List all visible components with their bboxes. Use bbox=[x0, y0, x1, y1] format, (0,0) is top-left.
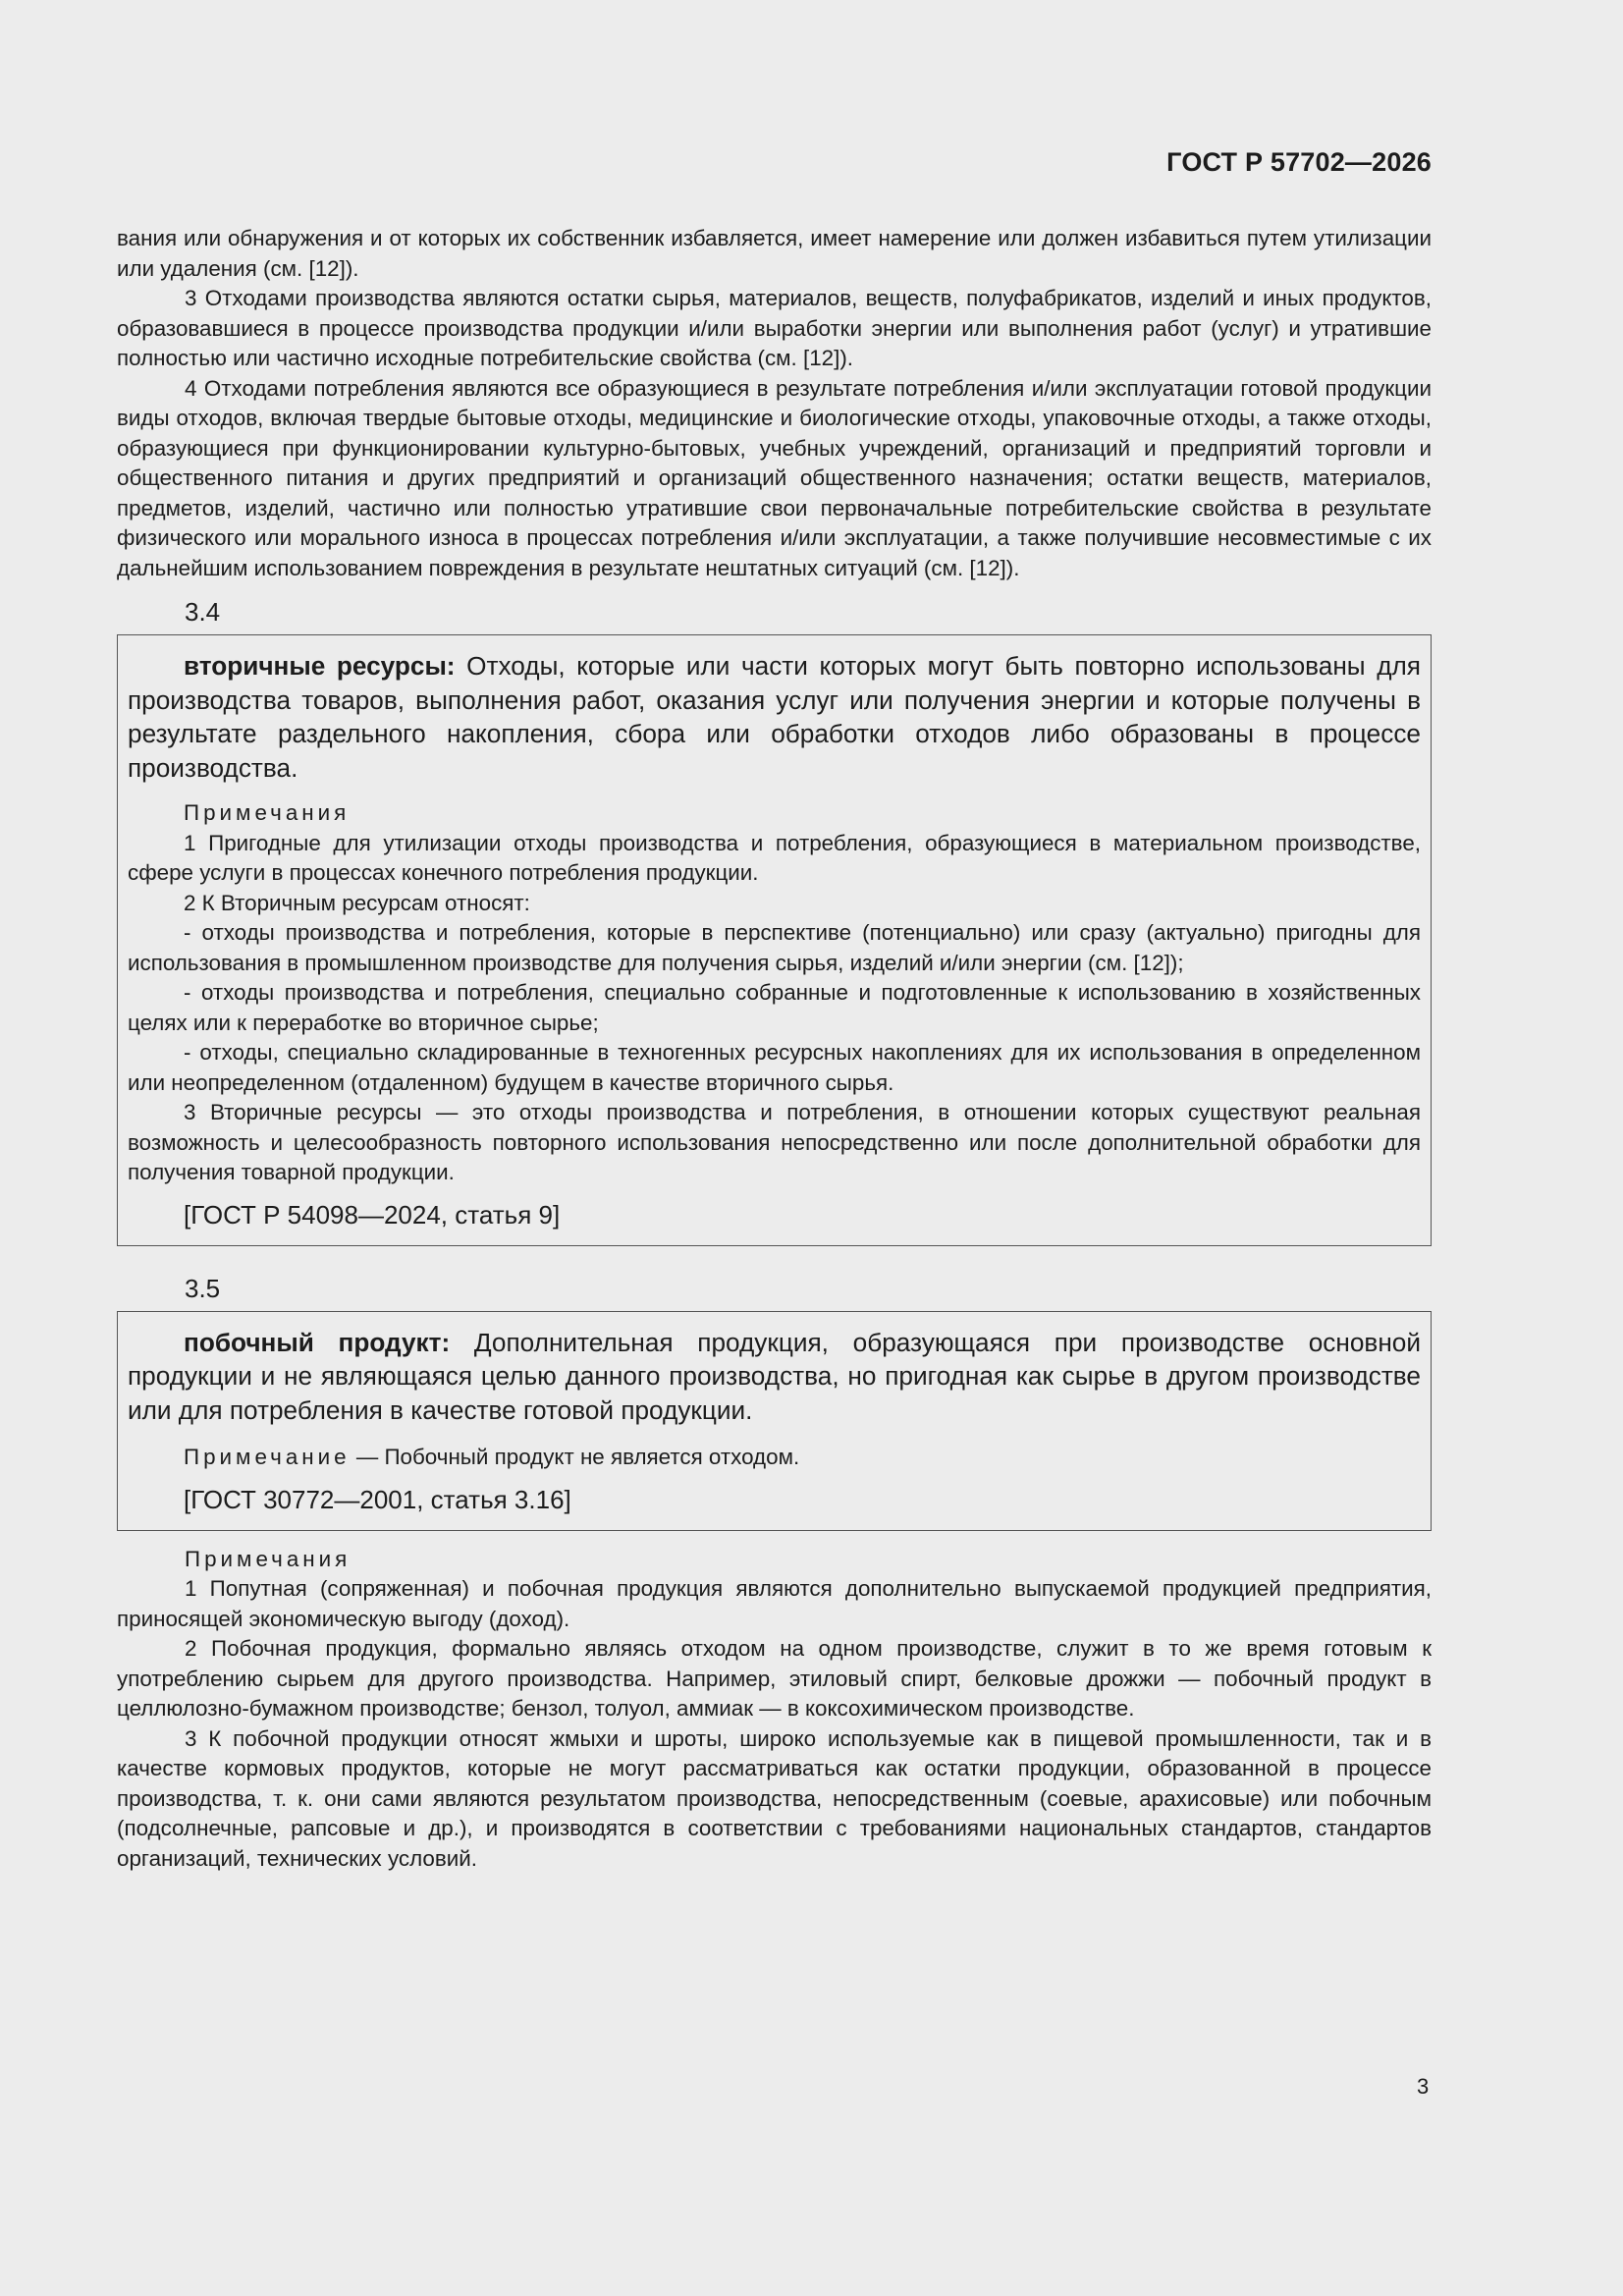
paragraph-continuation: вания или обнаружения и от которых их собственник избавляется, имеет намерение или должен избавиться путем утилизации или удаления (см. [12]). bbox=[117, 226, 1432, 281]
page-content bbox=[117, 224, 1432, 1874]
note-label: Примечание bbox=[184, 1445, 351, 1469]
inline-note bbox=[184, 1443, 1421, 1473]
note-item: 2 Побочная продукция, формально являясь отходом на одном производстве, служит в то же время готовым к употреблению сырьем для другого производства. Например, этиловый спирт, белковые дрожжи — побочный продукт в целлюлозно-бумажном производстве; бензол, толуол, аммиак — в коксохимическом производстве. bbox=[117, 1636, 1432, 1721]
page-number: 3 bbox=[1417, 2074, 1430, 2099]
term-name: вторичные ресурсы: bbox=[184, 651, 456, 681]
dash-list-item: - отходы, специально складированные в техногенных ресурсных накоплениях для их использования в определенном или неопределенном (отдаленном) будущем в качестве вторичного сырья. bbox=[128, 1040, 1421, 1095]
term-definition-3-4 bbox=[128, 649, 1421, 785]
note-item: 1 Пригодные для утилизации отходы производства и потребления, образующиеся в материальном производстве, сфере услуги в процессах конечного потребления продукции. bbox=[128, 830, 1421, 885]
paragraph-note-3: 3 Отходами производства являются остатки сырья, материалов, веществ, полуфабрикатов, изделий и иных продуктов, образовавшиеся в процессе производства продукции и/или выработки энергии или выполнения работ (услуг) и утратившие полностью или частично исходные потребительские свойства (см. [12]). bbox=[117, 286, 1432, 370]
term-number-3-4: 3.4 bbox=[185, 597, 221, 627]
term-name: побочный продукт: bbox=[184, 1327, 451, 1357]
term-definition-3-5 bbox=[128, 1326, 1421, 1428]
note-text: — Побочный продукт не является отходом. bbox=[350, 1445, 800, 1469]
paragraph-note-4: 4 Отходами потребления являются все образующиеся в результате потребления и/или эксплуатации готовой продукции виды отходов, включая твердые бытовые отходы, медицинские и биологические отходы, упаковочные отходы, а также отходы, образующиеся при функционировании культурно-бытовых, учебных учреждений, организаций и предприятий торговли и общественного питания и других предприятий и организаций общественного назначения; остатки веществ, материалов, предметов, изделий, частично или полностью утратившие свои первоначальные потребительские свойства в результате физического или морального износа в процессах потребления и/или эксплуатации, а также получившие несовместимые с их дальнейшим использованием повреждения в результате нештатных ситуаций (см. [12]). bbox=[117, 375, 1432, 580]
term-number-3-5: 3.5 bbox=[185, 1273, 221, 1303]
notes-heading: Примечания bbox=[185, 1546, 352, 1571]
source-reference: [ГОСТ 30772—2001, статья 3.16] bbox=[184, 1484, 571, 1514]
document-number-header: ГОСТ Р 57702—2026 bbox=[1166, 147, 1432, 177]
source-reference: [ГОСТ Р 54098—2024, статья 9] bbox=[184, 1199, 561, 1230]
term-box-3-5 bbox=[117, 1311, 1432, 1531]
notes-heading: Примечания bbox=[184, 800, 351, 825]
note-item: 3 К побочной продукции относят жмыхи и шроты, широко используемые как в пищевой промышленности, так и в качестве кормовых продуктов, которые не могут рассматриваться как остатки продукции, образованной в процессе производства, т. к. они сами являются результатом производства, непосредственным (соевые, арахисовые) или побочным (подсолнечные, рапсовые и др.), и производятся в соответствии с требованиями национальных стандартов, стандартов организаций, технических условий. bbox=[117, 1725, 1432, 1871]
dash-list-item: - отходы производства и потребления, которые в перспективе (потенциально) или сразу (актуально) пригодны для использования в промышленном производстве для получения сырья, изделий и/или энергии (см. [12]); bbox=[128, 920, 1421, 975]
definition-text: Отходы, которые или части которых могут быть повторно использованы для производства товаров, выполнения работ, оказания услуг или получения энергии и которые получены в результате раздельного накопления, сбора или обработки отходов либо образованы в процессе производства. bbox=[128, 651, 1421, 783]
dash-list-item: - отходы производства и потребления, специально собранные и подготовленные к использованию в хозяйственных целях или к переработке во вторичное сырье; bbox=[128, 980, 1421, 1035]
note-item: 3 Вторичные ресурсы — это отходы производства и потребления, в отношении которых существуют реальная возможность и целесообразность повторного использования непосредственно или после дополнительной обработки для получения товарной продукции. bbox=[128, 1100, 1421, 1184]
definition-text: Дополнительная продукция, образующаяся при производстве основной продукции и не являющаяся целью данного производства, но пригодная как сырье в другом производстве или для потребления в качестве готовой продукции. bbox=[128, 1327, 1421, 1425]
note-item: 2 К Вторичным ресурсам относят: bbox=[184, 890, 530, 915]
note-item: 1 Попутная (сопряженная) и побочная продукция являются дополнительно выпускаемой продукцией предприятия, приносящей экономическую выгоду (доход). bbox=[117, 1576, 1432, 1631]
term-box-3-4 bbox=[117, 634, 1432, 1246]
